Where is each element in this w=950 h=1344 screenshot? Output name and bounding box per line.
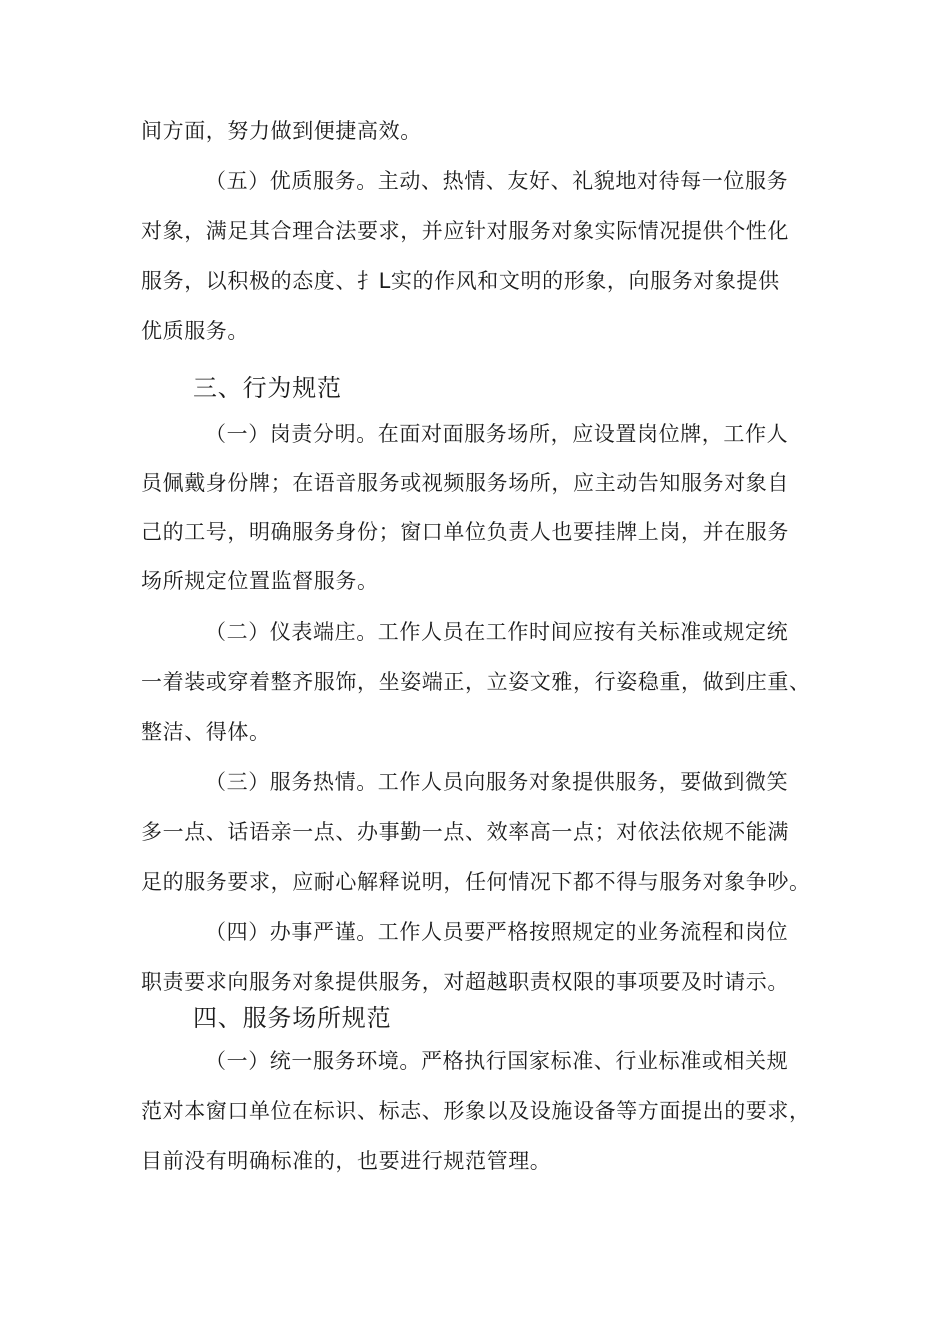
paragraph-line: 职责要求向服务对象提供服务，对超越职责权限的事项要及时请示。 — [141, 970, 789, 994]
paragraph-line: 间方面，努力做到便捷高效。 — [141, 119, 422, 143]
paragraph-line: 一着装或穿着整齐服饰，坐姿端正，立姿文雅，行姿稳重，做到庄重、 — [141, 670, 811, 694]
paragraph-line: （四）办事严谨。工作人员要严格按照规定的业务流程和岗位 — [205, 920, 789, 944]
paragraph-line: （二）仪表端庄。工作人员在工作时间应按有关标准或规定统 — [205, 620, 789, 644]
paragraph-line: 整洁、得体。 — [141, 720, 271, 744]
paragraph-line: 服务，以积极的态度、扌L实的作风和文明的形象，向服务对象提供 — [141, 269, 780, 293]
section-heading-4: 四、服务场所规范 — [193, 1004, 392, 1032]
paragraph-line: （一）统一服务环境。严格执行国家标准、行业标准或相关规 — [205, 1049, 789, 1073]
paragraph-line: 多一点、话语亲一点、办事勤一点、效率高一点；对依法依规不能满 — [141, 820, 789, 844]
paragraph-line: （一）岗责分明。在面对面服务场所，应设置岗位牌，工作人 — [205, 422, 789, 446]
paragraph-line: 场所规定位置监督服务。 — [141, 569, 379, 593]
paragraph-line: 对象，满足其合理合法要求，并应针对服务对象实际情况提供个性化 — [141, 219, 789, 243]
paragraph-line: 目前没有明确标准的，也要进行规范管理。 — [141, 1149, 552, 1173]
paragraph-line: 员佩戴身份牌；在语音服务或视频服务场所，应主动告知服务对象自 — [141, 471, 789, 495]
paragraph-line: （三）服务热情。工作人员向服务对象提供服务，要做到微笑 — [205, 770, 789, 794]
paragraph-line: 足的服务要求，应耐心解释说明，任何情况下都不得与服务对象争吵。 — [141, 870, 811, 894]
paragraph-line: 优质服务。 — [141, 319, 249, 343]
paragraph-line: （五）优质服务。主动、热情、友好、礼貌地对待每一位服务 — [205, 169, 789, 193]
paragraph-line: 范对本窗口单位在标识、标志、形象以及设施设备等方面提出的要求， — [141, 1099, 811, 1123]
paragraph-line: 己的工号，明确服务身份；窗口单位负责人也要挂牌上岗，并在服务 — [141, 520, 789, 544]
section-heading-3: 三、行为规范 — [193, 374, 342, 402]
